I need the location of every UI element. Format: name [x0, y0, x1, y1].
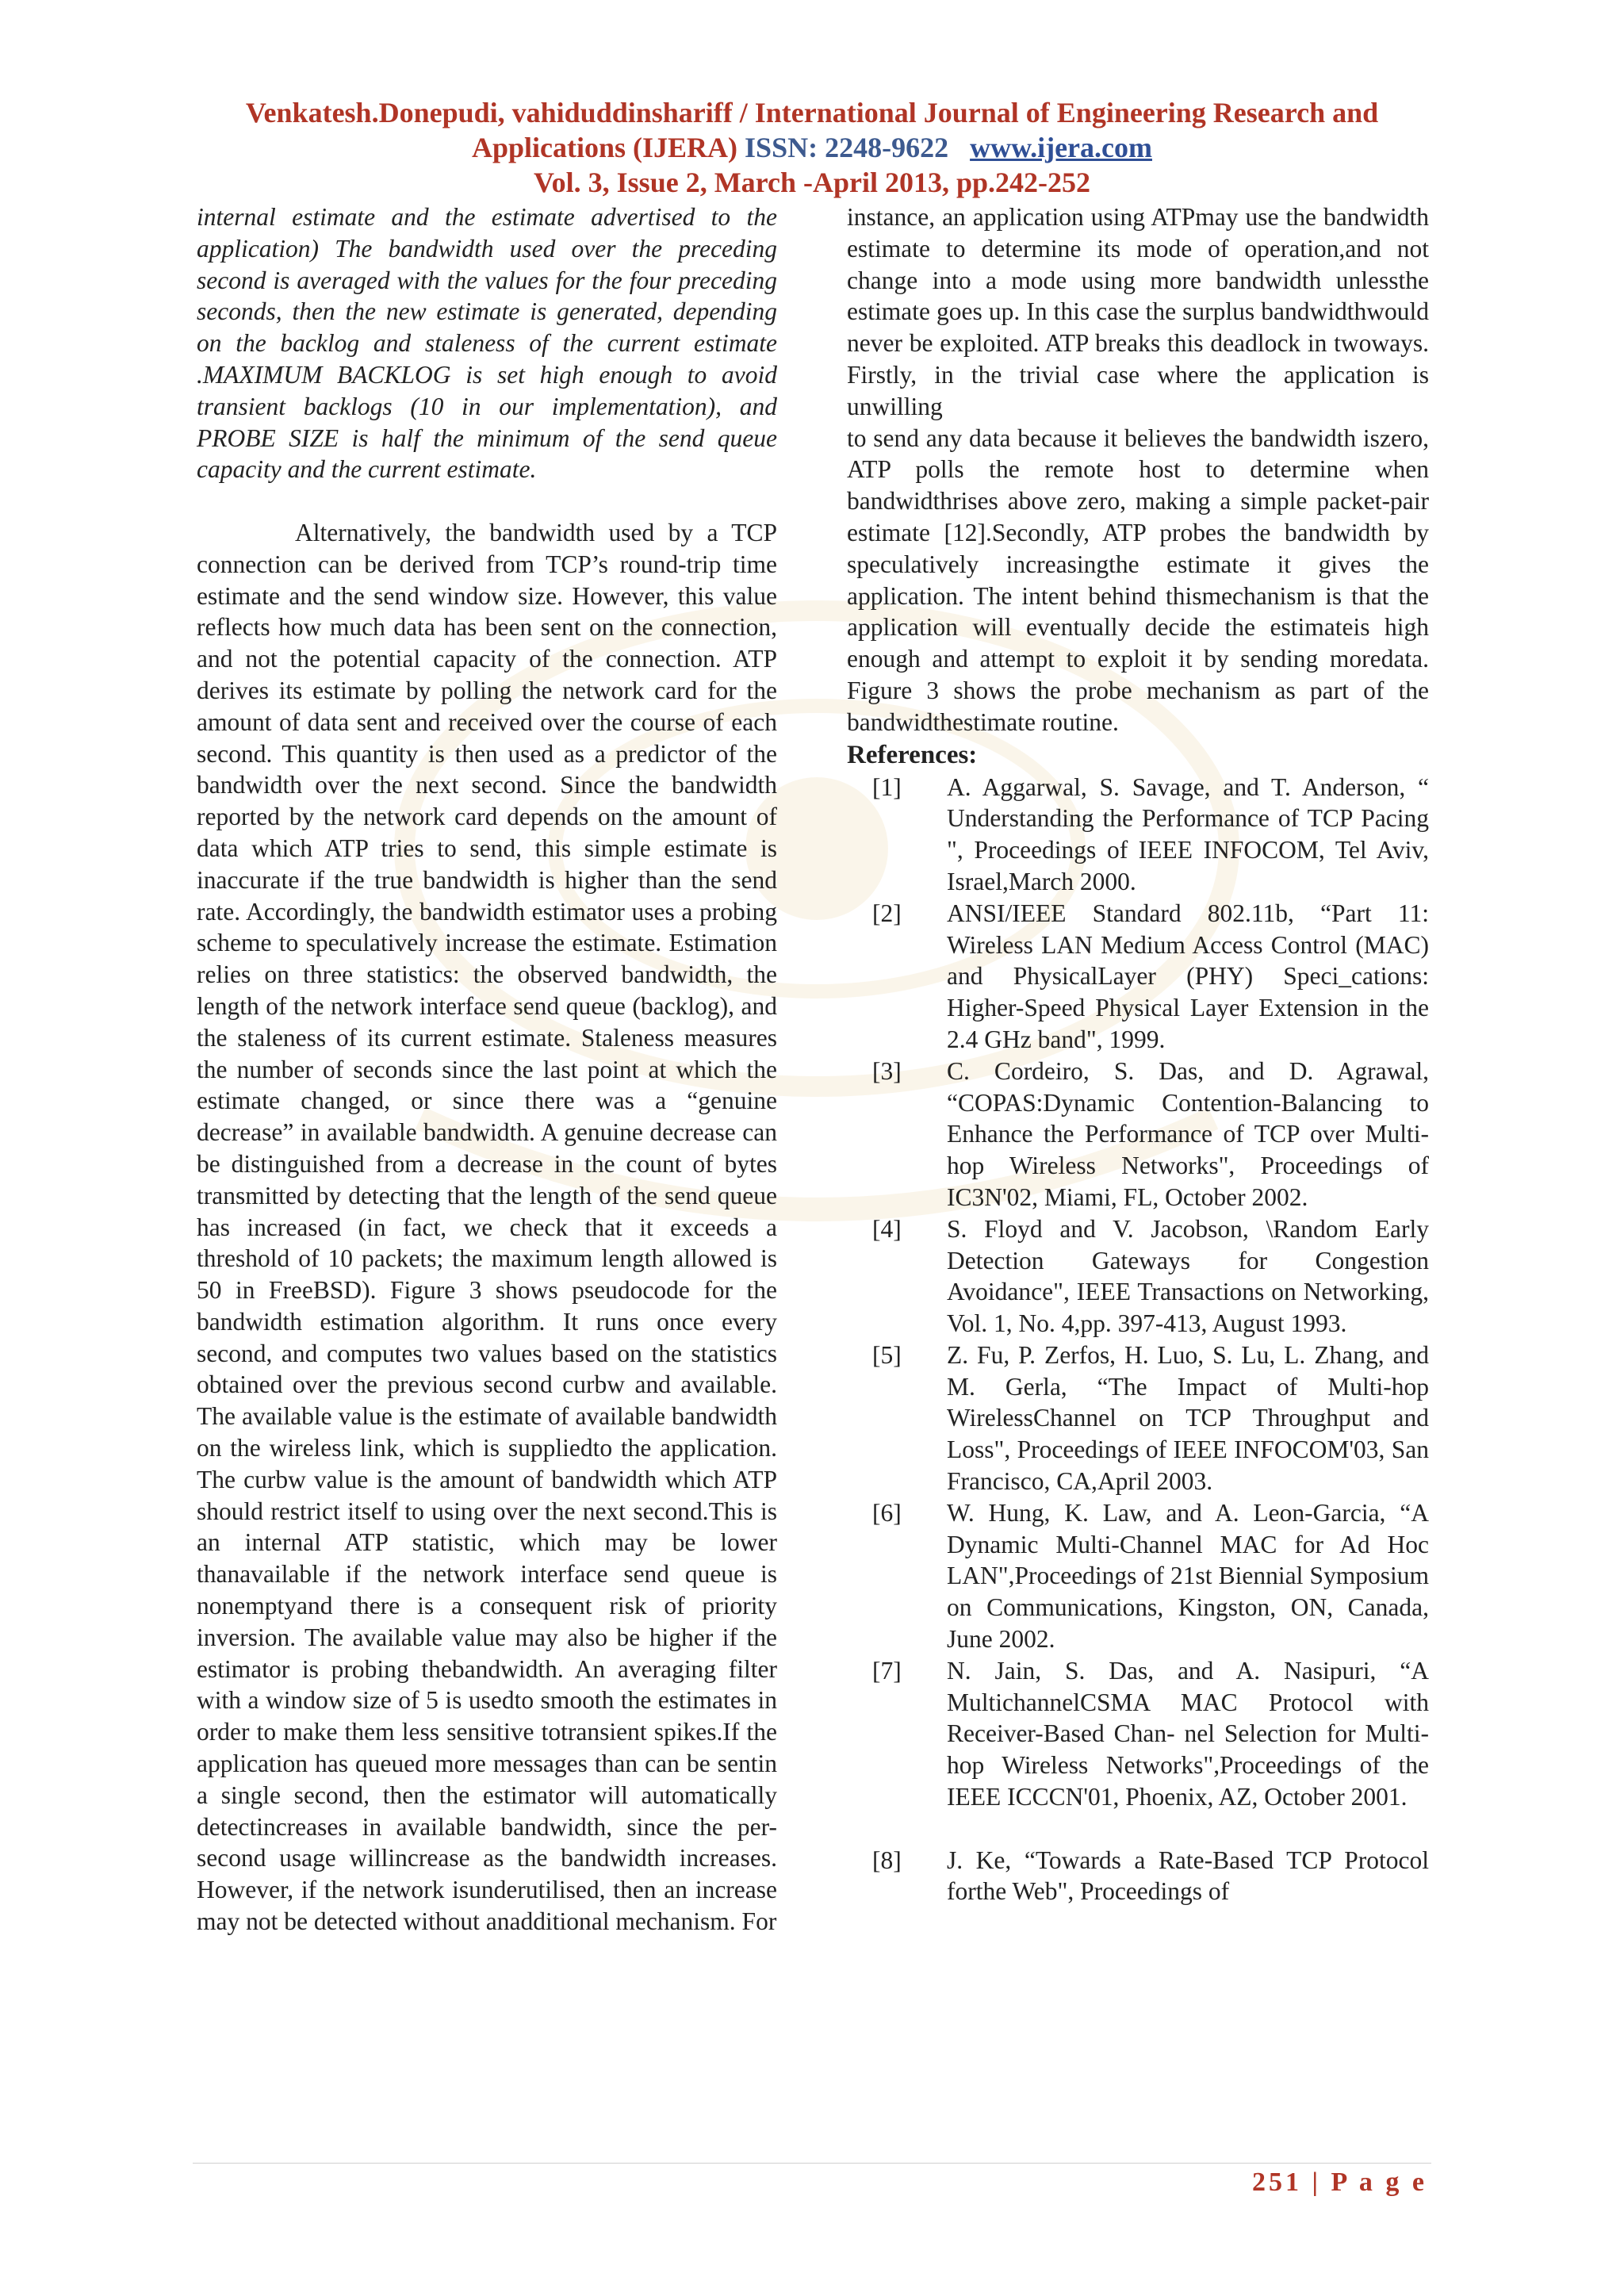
reference-text: J. Ke, “Towards a Rate-Based TCP Protocol forthe Web", Proceedings of — [947, 1846, 1429, 1906]
journal-header — [119, 95, 1505, 200]
header-line-journal — [119, 130, 1505, 165]
footer-divider — [193, 2163, 1431, 2164]
page-number: 251 | P a g e — [1252, 2168, 1427, 2197]
right-column — [847, 201, 1429, 1907]
reference-text: N. Jain, S. Das, and A. Nasipuri, “A MultichannelCSMA MAC Protocol with Receiver-Based Chan- nel Selection for Multi-hop Wireless Networks",Proceedings of the IEEE ICCCN'01, Phoenix, AZ, October 2001. — [947, 1656, 1429, 1811]
reference-text: A. Aggarwal, S. Savage, and T. Anderson, “ Understanding the Performance of TCP Pacing ", Proceedings of IEEE INFOCOM, Tel Aviv, Israel,March 2000. — [947, 772, 1429, 895]
reference-number: [7] — [872, 1656, 902, 1685]
reference-text: Z. Fu, P. Zerfos, H. Luo, S. Lu, L. Zhang, and M. Gerla, “The Impact of Multi-hop WirelessChannel on TCP Throughput and Loss", Proceedings of IEEE INFOCOM'03, San Francisco, CA,April 2003. — [947, 1340, 1429, 1496]
reference-number: [8] — [872, 1846, 902, 1874]
reference-item — [847, 1340, 1429, 1497]
reference-item — [847, 898, 1429, 1056]
left-column — [197, 201, 777, 1938]
header-issn: ISSN: 2248-9622 — [745, 132, 949, 163]
reference-number: [6] — [872, 1498, 902, 1527]
right-paragraph-1: instance, an application using ATPmay use the bandwidth estimate to determine its mode of operation,and not change into a mode using more bandwidth unlessthe estimate goes up. In this case the surplus bandwidthwould never be exploited. ATP breaks this deadlock in twoways. Firstly, in the trivial case where the application is unwilling — [847, 203, 1429, 420]
journal-website-link[interactable]: www.ijera.com — [970, 132, 1152, 163]
left-main-paragraph: Alternatively, the bandwidth used by a TCP connection can be derived from TCP’s round-trip time estimate and the send window size. However, this value reflects how much data has been sent on the connection, and not the potential capacity of the connection. ATP derives its estimate by polling the network card for the amount of data sent and received over the course of each second. This quantity is then used as a predictor of the bandwidth over the next second. Since the bandwidth reported by the network card depends on the amount of data which ATP tries to send, this simple estimate is inaccurate if the true bandwidth is higher than the send rate. Accordingly, the bandwidth estimator uses a probing scheme to speculatively increase the estimate. Estimation relies on three statistics: the observed bandwidth, the length of the network interface send queue (backlog), and the staleness of its current estimate. Staleness measures the number of seconds since the last point at which the estimate changed, or since there was a “genuine decrease” in available bandwidth. A genuine decrease can be distinguished from a decrease in the count of bytes transmitted by detecting that the length of the send queue has increased (in fact, we check that it exceeds a threshold of 10 packets; the maximum length allowed is 50 in FreeBSD). Figure 3 shows pseudocode for the bandwidth estimation algorithm. It runs once every second, and computes two values based on the statistics obtained over the previous second curbw and available. The available value is the estimate of available bandwidth on the wireless link, which is suppliedto the application. The curbw value is the amount of bandwidth which ATP should restrict itself to using over the next second.This is an internal ATP statistic, which may be lower thanavailable if the network interface send queue is nonemptyand there is a consequent risk of priority inversion. The available value may also be higher if the estimator is probing thebandwidth. An averaging filter with a window size of 5 is usedto smooth the estimates in order to make them less sensitive totransient spikes.If the application has queued more messages than can be sentin a single second, then the estimator will automatically detectincreases in available bandwidth, since the per-second usage willincrease as the bandwidth increases. However, if the network isunderutilised, then an increase may not be detected without anadditional mechanism. For — [197, 518, 777, 1936]
header-line-authors: Venkatesh.Donepudi, vahiduddinshariff / International Journal of Engineering Research and — [245, 97, 1379, 128]
reference-item — [847, 772, 1429, 898]
reference-item — [847, 1213, 1429, 1340]
reference-text: W. Hung, K. Law, and A. Leon-Garcia, “A Dynamic Multi-Channel MAC for Ad Hoc LAN",Proceedings of 21st Biennial Symposium on Communications, Kingston, ON, Canada, June 2002. — [947, 1498, 1429, 1654]
reference-item — [847, 1845, 1429, 1908]
reference-text: C. Cordeiro, S. Das, and D. Agrawal, “COPAS:Dynamic Contention-Balancing to Enhance the Performance of TCP over Multi-hop Wireless Networks", Proceedings of IC3N'02, Miami, FL, October 2002. — [947, 1056, 1429, 1211]
reference-item — [847, 1655, 1429, 1813]
right-paragraph-2: to send any data because it believes the bandwidth iszero, ATP polls the remote host to determine when bandwidthrises above zero, making a simple packet-pair estimate [12].Secondly, ATP probes the bandwidth by speculatively increasingthe estimate it gives the application. The intent behind thismechanism is that the application will eventually decide the estimateis high enough and attempt to exploit it by sending moredata. Figure 3 shows the probe mechanism as part of the bandwidthestimate routine. — [847, 424, 1429, 736]
reference-number: [3] — [872, 1056, 902, 1085]
reference-text: S. Floyd and V. Jacobson, \Random Early Detection Gateways for Congestion Avoidance", IEEE Transactions on Networking, Vol. 1, No. 4,pp. 397-413, August 1993. — [947, 1214, 1429, 1338]
reference-number: [1] — [872, 772, 902, 801]
reference-number: [4] — [872, 1214, 902, 1243]
reference-item — [847, 1056, 1429, 1213]
left-italic-paragraph: internal estimate and the estimate advertised to the application) The bandwidth used over the preceding second is averaged with the values for the four preceding seconds, then the new estimate is generated, depending on the backlog and staleness of the current estimate .MAXIMUM BACKLOG is set high enough to avoid transient backlogs (10 in our implementation), and PROBE SIZE is half the minimum of the send queue capacity and the current estimate. — [197, 203, 777, 484]
header-line-volume: Vol. 3, Issue 2, March -April 2013, pp.242-252 — [533, 167, 1091, 198]
reference-number: [2] — [872, 899, 902, 927]
header-journal-name: Applications (IJERA) — [472, 132, 738, 163]
references-heading: References: — [847, 740, 978, 769]
reference-number: [5] — [872, 1340, 902, 1369]
reference-item — [847, 1497, 1429, 1655]
reference-text: ANSI/IEEE Standard 802.11b, “Part 11: Wireless LAN Medium Access Control (MAC) and PhysicalLayer (PHY) Speci_cations: Higher-Speed Physical Layer Extension in the 2.4 GHz band", 1999. — [947, 899, 1429, 1053]
